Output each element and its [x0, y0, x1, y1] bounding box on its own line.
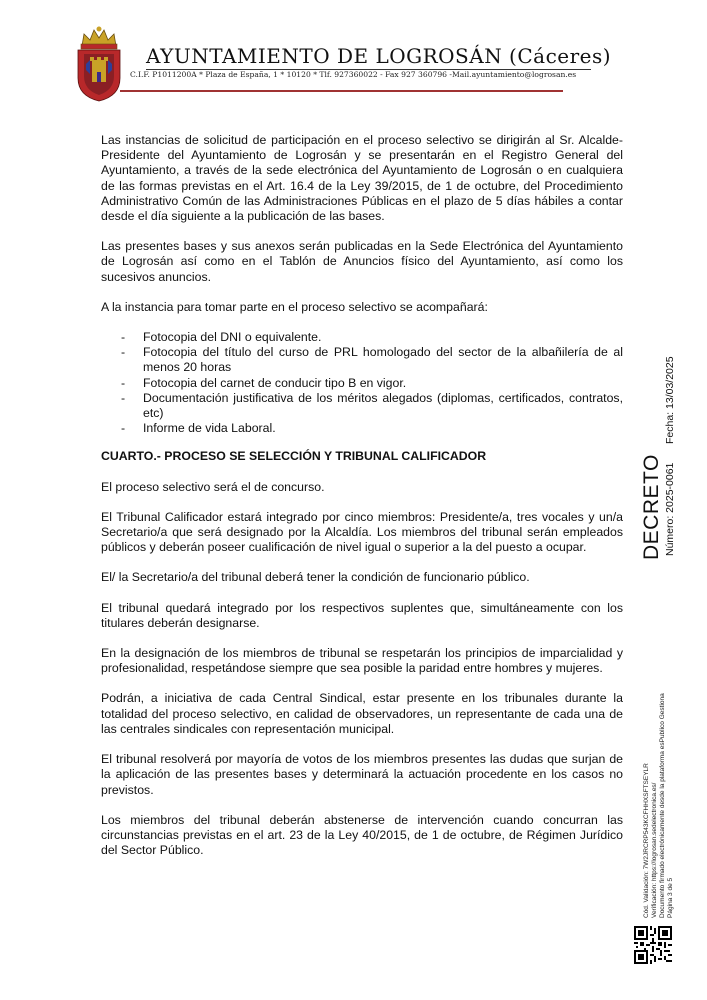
paragraph: Las presentes bases y sus anexos serán publicadas en la Sede Electrónica del Ayuntamiento de Logrosán así como en el Tablón de Anuncios físico del Ayuntamiento, así como los sucesivos anuncios.	[101, 239, 623, 284]
paragraph: El tribunal quedará integrado por los respectivos suplentes que, simultáneamente con los titulares deberán designarse.	[101, 600, 623, 630]
list-item: - Fotocopia del título del curso de PRL homologado del sector de la albañilería de al menos 20 horas	[121, 345, 623, 375]
list-item: - Fotocopia del carnet de conducir tipo B en vigor.	[121, 375, 407, 390]
municipality-title: AYUNTAMIENTO DE LOGROSÁN (Cáceres)	[146, 44, 612, 68]
list-marker: -	[121, 345, 126, 360]
attachments-list	[101, 330, 623, 436]
decree-date: Fecha: 13/03/2025	[664, 356, 676, 444]
decree-label: DECRETO	[640, 454, 663, 560]
list-item: - Informe de vida Laboral.	[121, 421, 276, 436]
coat-of-arms-logo	[72, 24, 126, 102]
paragraph: El/ la Secretario/a del tribunal deberá tener la condición de funcionario público.	[101, 570, 530, 585]
qr-code-icon	[634, 926, 672, 964]
paragraph: Podrán, a iniciativa de cada Central Sindical, estar presente en los tribunales durante la totalidad del proceso selectivo, en calidad de observadores, un representante de cada una de las centrales sindicales con representación municipal.	[101, 691, 623, 736]
paragraph: El proceso selectivo será el de concurso.	[101, 479, 325, 494]
paragraph: El Tribunal Calificador estará integrado por cinco miembros: Presidente/a, tres vocales y un/a Secretario/a que será designado por la Alcaldía. Los miembros del tribunal serán empleados públicos y deberán poseer cualificación de nivel igual o superior a la del puesto a ocupar.	[101, 509, 623, 555]
paragraph: El tribunal resolverá por mayoría de votos de los miembros presentes las dudas que surjan de la aplicación de las presentes bases y determinará la actuación procedente en los casos no previstos.	[101, 752, 623, 797]
header-divider	[120, 90, 563, 92]
contact-line: C.I.F. P1011200A * Plaza de España, 1 * 10120 * Tlf. 927360022 - Fax 927 360796 -Mail.ayuntamiento@logrosan.es	[130, 70, 577, 79]
page-indicator: Página 3 de 5	[667, 877, 674, 918]
list-item: - Fotocopia del DNI o equivalente.	[121, 330, 322, 345]
list-item: - Documentación justificativa de los méritos alegados (diplomas, certificados, contratos, etc)	[121, 390, 623, 421]
validation-code: Cód. Validación: 7W2JRCRP543KCFHHXSFTSEYLR	[643, 763, 650, 918]
letterhead	[72, 24, 632, 104]
paragraph: A la instancia para tomar parte en el proceso selectivo se acompañará:	[101, 299, 488, 314]
paragraph: Las instancias de solicitud de participación en el proceso selectivo se dirigirán al Sr. Alcalde-Presidente del Ayuntamiento de Logrosán y se presentarán en el Registro General del Ayuntamiento, a través de la sede electrónica del Ayuntamiento de Logrosán o en cualquiera de las formas previstas en el Art. 16.4 de la Ley 39/2015, de 1 de octubre, del Procedimiento Administrativo Común de las Administraciones Públicas en el plazo de 5 días hábiles a contar desde el día siguiente a la publicación de las bases.	[101, 133, 623, 224]
signature-note: Documento firmado electrónicamente desde la plataforma esPublico Gestiona	[659, 693, 666, 918]
decree-number: Número: 2025-0061	[664, 462, 676, 556]
list-marker: -	[121, 421, 126, 436]
list-marker: -	[121, 375, 126, 390]
section-heading: CUARTO.- PROCESO SE SELECCIÓN Y TRIBUNAL CALIFICADOR	[101, 449, 487, 464]
paragraph: En la designación de los miembros de tribunal se respetarán los principios de imparcialidad y profesionalidad, respetándose siempre que sea posible la paridad entre hombres y mujeres.	[101, 646, 623, 676]
verification-url: Verificación: https://logrosan.sedelectronica.es/	[651, 782, 658, 918]
list-marker: -	[121, 330, 126, 345]
paragraph: Los miembros del tribunal deberán abstenerse de intervención cuando concurran las circunstancias previstas en el art. 23 de la Ley 40/2015, de 1 de octubre, de Régimen Jurídico del Sector Público.	[101, 812, 623, 858]
list-marker: -	[121, 390, 126, 405]
document-body	[101, 133, 623, 873]
